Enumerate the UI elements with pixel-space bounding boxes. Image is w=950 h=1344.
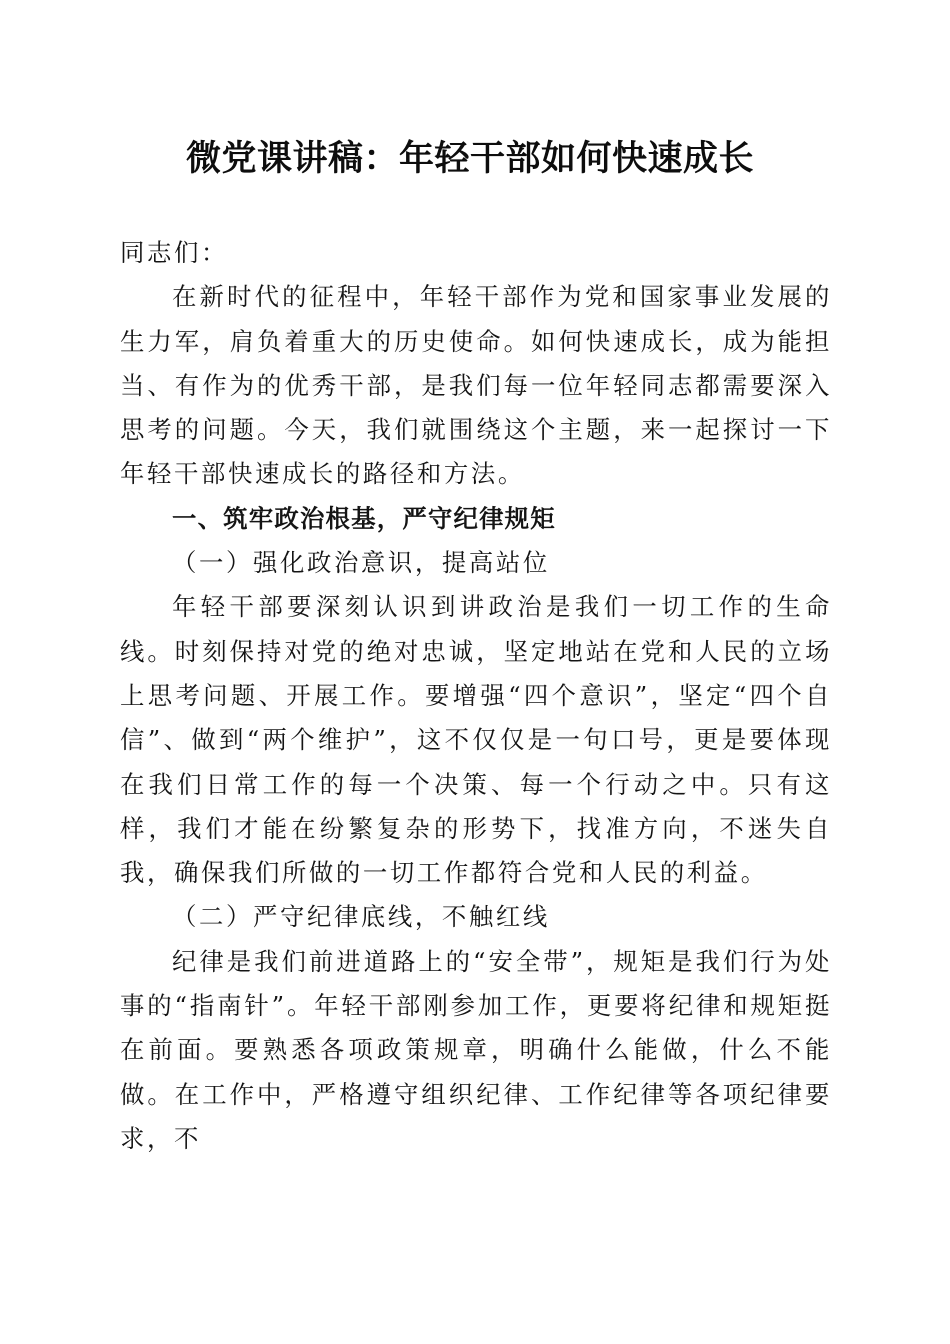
subsection-2-heading: （二）严守纪律底线，不触红线	[172, 902, 550, 932]
subsection-2-paragraph: 纪律是我们前进道路上的“安全带”，规矩是我们行为处事的“指南针”。年轻干部刚参加工作，更要将纪律和规矩挺在前面。要熟悉各项政策规章，明确什么能做，什么不能做。在工作中，严格遵守组织纪律、工作纪律等各项纪律要求，不	[120, 946, 832, 1153]
salutation: 同志们：	[120, 238, 228, 267]
document-title: 微党课讲稿：年轻干部如何快速成长	[185, 138, 754, 179]
subsection-1-paragraph: 年轻干部要深刻认识到讲政治是我们一切工作的生命线。时刻保持对党的绝对忠诚，坚定地站在党和人民的立场上思考问题、开展工作。要增强“四个意识”，坚定“四个自信”、做到“两个维护”，这不仅仅是一句口号，更是要体现在我们日常工作的每一个决策、每一个行动之中。只有这样，我们才能在纷繁复杂的形势下，找准方向，不迷失自我，确保我们所做的一切工作都符合党和人民的利益。	[120, 592, 832, 888]
section-1-heading: 一、筑牢政治根基，严守纪律规矩	[172, 503, 556, 533]
document-body	[120, 231, 832, 1161]
intro-paragraph: 在新时代的征程中，年轻干部作为党和国家事业发展的生力军，肩负着重大的历史使命。如何快速成长，成为能担当、有作为的优秀干部，是我们每一位年轻同志都需要深入思考的问题。今天，我们就围绕这个主题，来一起探讨一下年轻干部快速成长的路径和方法。	[120, 282, 832, 489]
subsection-1-heading: （一）强化政治意识，提高站位	[172, 548, 550, 578]
